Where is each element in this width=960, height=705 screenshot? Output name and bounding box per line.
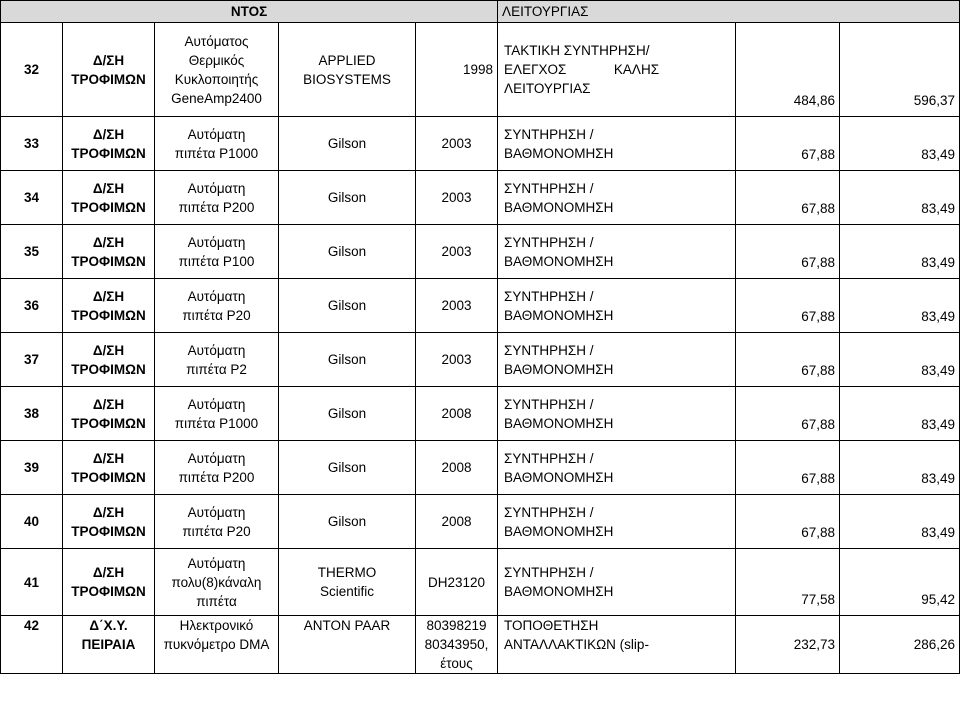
department-line: Δ/ΣΗ: [92, 342, 125, 358]
equip-line: Αυτόματη: [187, 450, 246, 466]
manufacturer-cell: [279, 171, 416, 225]
operation-line: ΒΑΘΜΟΝΟΜΗΣΗ: [504, 307, 614, 323]
value-with-vat: 83,49: [840, 333, 960, 387]
year-cell: [416, 171, 498, 225]
maker-line: Gilson: [327, 460, 367, 475]
value-with-vat: 286,26: [840, 616, 960, 674]
value-with-vat: 596,37: [840, 23, 960, 117]
table-row: [1, 387, 960, 441]
equip-line: πυκνόμετρο DMA: [163, 637, 270, 652]
operation-cell: [498, 279, 736, 333]
manufacturer-cell: [279, 117, 416, 171]
equip-line: πιπέτα P200: [178, 469, 255, 485]
department-cell: [63, 23, 155, 117]
operation-line: ΒΑΘΜΟΝΟΜΗΣΗ: [504, 145, 614, 161]
department-line: ΤΡΟΦΙΜΩΝ: [71, 415, 146, 431]
equip-line: Αυτόματη: [187, 342, 246, 358]
equipment-cell: [155, 279, 279, 333]
department-line: Δ/ΣΗ: [92, 450, 125, 466]
equip-line: πιπέτα P2: [186, 361, 247, 377]
equip-line: Κυκλοποιητής: [174, 71, 259, 87]
maker-line: Gilson: [327, 298, 367, 313]
manufacturer-cell: [279, 23, 416, 117]
department-cell: [63, 333, 155, 387]
equipment-cell: [155, 333, 279, 387]
value-pre-vat: 77,58: [736, 549, 840, 616]
equip-line: Αυτόματος: [184, 33, 249, 49]
year-line: 2008: [441, 460, 472, 475]
table-row: [1, 549, 960, 616]
value-pre-vat: 67,88: [736, 171, 840, 225]
value-with-vat: 83,49: [840, 387, 960, 441]
value-pre-vat: 67,88: [736, 441, 840, 495]
department-line: ΤΡΟΦΙΜΩΝ: [71, 469, 146, 485]
department-cell: [63, 441, 155, 495]
row-number: 40: [1, 495, 63, 549]
table-row: [1, 23, 960, 117]
table-row: [1, 171, 960, 225]
value-with-vat: 83,49: [840, 495, 960, 549]
year-line: 2003: [441, 352, 472, 367]
header-operation: ΛΕΙΤΟΥΡΓΙΑΣ: [498, 1, 960, 23]
maker-line: APPLIED: [318, 52, 376, 68]
operation-line: ΑΝΤΑΛΛΑΚΤΙΚΩΝ (slip-: [504, 637, 649, 652]
operation-cell: [498, 117, 736, 171]
table-row: [1, 495, 960, 549]
maker-line: Gilson: [327, 406, 367, 421]
operation-cell: [498, 171, 736, 225]
equipment-cell: [155, 387, 279, 441]
year-line: 80398219: [426, 618, 487, 633]
department-line: ΤΡΟΦΙΜΩΝ: [71, 71, 146, 87]
operation-line: ΣΥΝΤΗΡΗΣΗ /: [504, 234, 594, 250]
manufacturer-cell: [279, 549, 416, 616]
value-pre-vat: 67,88: [736, 387, 840, 441]
department-line: ΤΡΟΦΙΜΩΝ: [71, 523, 146, 539]
operation-line: ΣΥΝΤΗΡΗΣΗ /: [504, 126, 594, 142]
row-number: 36: [1, 279, 63, 333]
equipment-cell: [155, 616, 279, 674]
year-line: 2008: [441, 514, 472, 529]
year-line: 2003: [441, 190, 472, 205]
equip-line: Αυτόματη: [187, 288, 246, 304]
equip-line: Αυτόματη: [187, 234, 246, 250]
operation-line: ΣΥΝΤΗΡΗΣΗ /: [504, 565, 594, 580]
equip-line: Αυτόματη: [187, 126, 246, 142]
equip-line: πιπέτα P1000: [174, 145, 259, 161]
department-line: Δ/ΣΗ: [92, 565, 125, 580]
table-row: [1, 225, 960, 279]
equip-line: πιπέτα P20: [182, 523, 251, 539]
value-pre-vat: 484,86: [736, 23, 840, 117]
department-line: ΠΕΙΡΑΙΑ: [81, 637, 136, 652]
department-line: ΤΡΟΦΙΜΩΝ: [71, 307, 146, 323]
equip-line: πιπέτα P1000: [174, 415, 259, 431]
operation-line: ΤΑΚΤΙΚΗ ΣΥΝΤΗΡΗΣΗ/: [504, 43, 650, 58]
value-pre-vat: 67,88: [736, 495, 840, 549]
equip-line: πιπέτα P100: [178, 253, 255, 269]
operation-cell: [498, 387, 736, 441]
year-cell: [416, 279, 498, 333]
department-cell: [63, 225, 155, 279]
value-pre-vat: 67,88: [736, 117, 840, 171]
equipment-cell: [155, 441, 279, 495]
department-line: ΤΡΟΦΙΜΩΝ: [71, 199, 146, 215]
year-line: 80343950, έτους: [424, 637, 489, 671]
equipment-cell: [155, 549, 279, 616]
maker-line: THERMO: [317, 565, 377, 580]
year-cell: [416, 387, 498, 441]
equip-line: Αυτόματη: [187, 504, 246, 520]
department-line: Δ/ΣΗ: [92, 288, 125, 304]
department-cell: [63, 117, 155, 171]
operation-cell: [498, 616, 736, 674]
department-line: Δ/ΣΗ: [92, 396, 125, 412]
maker-line: ANTON PAAR: [303, 618, 391, 633]
equip-line: πιπέτα: [196, 593, 237, 609]
table-row: [1, 117, 960, 171]
row-number: 35: [1, 225, 63, 279]
manufacturer-cell: [279, 225, 416, 279]
row-number: 32: [1, 23, 63, 117]
operation-line: ΣΥΝΤΗΡΗΣΗ /: [504, 396, 594, 412]
department-line: ΤΡΟΦΙΜΩΝ: [71, 584, 146, 599]
value-with-vat: 83,49: [840, 225, 960, 279]
department-cell: [63, 549, 155, 616]
operation-line: ΣΥΝΤΗΡΗΣΗ /: [504, 504, 594, 520]
equip-line: Αυτόματη: [187, 180, 246, 196]
operation-line: ΤΟΠΟΘΕΤΗΣΗ: [504, 618, 599, 633]
row-number: 39: [1, 441, 63, 495]
year-cell: [416, 117, 498, 171]
operation-cell: [498, 225, 736, 279]
year-line: 2008: [441, 406, 472, 421]
equip-line: Ηλεκτρονικό: [179, 618, 254, 633]
year-cell: [416, 549, 498, 616]
operation-cell: [498, 333, 736, 387]
department-cell: [63, 387, 155, 441]
operation-line: ΒΑΘΜΟΝΟΜΗΣΗ: [504, 199, 614, 215]
operation-line: ΒΑΘΜΟΝΟΜΗΣΗ: [504, 523, 614, 539]
year-cell: [416, 441, 498, 495]
operation-line: ΣΥΝΤΗΡΗΣΗ /: [504, 180, 594, 196]
manufacturer-cell: [279, 279, 416, 333]
department-line: Δ΄Χ.Υ.: [89, 618, 128, 633]
maker-line: Gilson: [327, 190, 367, 205]
operation-line: ΒΑΘΜΟΝΟΜΗΣΗ: [504, 469, 614, 485]
value-with-vat: 83,49: [840, 117, 960, 171]
operation-line: ΒΑΘΜΟΝΟΜΗΣΗ: [504, 415, 614, 431]
value-with-vat: 83,49: [840, 441, 960, 495]
operation-cell: [498, 441, 736, 495]
year-line: 2003: [441, 244, 472, 259]
department-line: ΤΡΟΦΙΜΩΝ: [71, 253, 146, 269]
value-pre-vat: 67,88: [736, 333, 840, 387]
header-row: [1, 1, 960, 23]
year-cell: [416, 23, 498, 117]
department-line: Δ/ΣΗ: [92, 52, 125, 68]
operation-cell: [498, 549, 736, 616]
department-line: Δ/ΣΗ: [92, 234, 125, 250]
row-number: 33: [1, 117, 63, 171]
equip-line: πιπέτα P20: [182, 307, 251, 323]
table-row: [1, 333, 960, 387]
department-line: Δ/ΣΗ: [92, 180, 125, 196]
year-line: 2003: [441, 136, 472, 151]
value-with-vat: 95,42: [840, 549, 960, 616]
equip-line: GeneAmp2400: [171, 90, 262, 106]
maker-line: BIOSYSTEMS: [303, 71, 391, 87]
operation-line: ΣΥΝΤΗΡΗΣΗ /: [504, 288, 594, 304]
operation-line: ΣΥΝΤΗΡΗΣΗ /: [504, 450, 594, 466]
manufacturer-cell: [279, 333, 416, 387]
manufacturer-cell: [279, 495, 416, 549]
row-number: 34: [1, 171, 63, 225]
year-cell: [416, 495, 498, 549]
row-number: 37: [1, 333, 63, 387]
equip-line: πιπέτα P200: [178, 199, 255, 215]
value-pre-vat: 67,88: [736, 279, 840, 333]
equip-line: πολυ(8)κάναλη: [171, 574, 262, 590]
manufacturer-cell: [279, 387, 416, 441]
value-with-vat: 83,49: [840, 171, 960, 225]
operation-line: ΒΑΘΜΟΝΟΜΗΣΗ: [504, 584, 614, 599]
operation-line: ΒΑΘΜΟΝΟΜΗΣΗ: [504, 253, 614, 269]
department-line: Δ/ΣΗ: [92, 504, 125, 520]
year-line: 2003: [441, 298, 472, 313]
operation-line: ΒΑΘΜΟΝΟΜΗΣΗ: [504, 361, 614, 377]
operation-cell: [498, 23, 736, 117]
table-row: [1, 616, 960, 674]
department-cell: [63, 495, 155, 549]
row-number: 38: [1, 387, 63, 441]
value-pre-vat: 67,88: [736, 225, 840, 279]
operation-cell: [498, 495, 736, 549]
operation-line: ΣΥΝΤΗΡΗΣΗ /: [504, 342, 594, 358]
maker-line: Gilson: [327, 352, 367, 367]
equipment-cell: [155, 495, 279, 549]
year-cell: [416, 333, 498, 387]
equip-line: Θερμικός: [188, 52, 245, 68]
maker-line: Gilson: [327, 136, 367, 151]
year-line: 1998: [463, 62, 494, 77]
equip-line: Αυτόματη: [187, 555, 246, 571]
equipment-cell: [155, 23, 279, 117]
equipment-cell: [155, 171, 279, 225]
department-line: ΤΡΟΦΙΜΩΝ: [71, 361, 146, 377]
value-with-vat: 83,49: [840, 279, 960, 333]
row-number: 42: [1, 616, 63, 674]
equipment-cell: [155, 225, 279, 279]
operation-line: ΛΕΙΤΟΥΡΓΙΑΣ: [504, 81, 591, 96]
department-cell: [63, 171, 155, 225]
year-cell: [416, 616, 498, 674]
equipment-cell: [155, 117, 279, 171]
department-line: Δ/ΣΗ: [92, 126, 125, 142]
department-cell: [63, 616, 155, 674]
maker-line: Gilson: [327, 514, 367, 529]
operation-line: ΕΛΕΓΧΟΣ ΚΑΛΗΣ: [504, 62, 660, 77]
maker-line: Scientific: [319, 584, 375, 599]
year-cell: [416, 225, 498, 279]
table-row: [1, 279, 960, 333]
manufacturer-cell: [279, 616, 416, 674]
equip-line: Αυτόματη: [187, 396, 246, 412]
year-line: DH23120: [428, 574, 486, 590]
maker-line: Gilson: [327, 244, 367, 259]
department-cell: [63, 279, 155, 333]
department-line: ΤΡΟΦΙΜΩΝ: [71, 145, 146, 161]
manufacturer-cell: [279, 441, 416, 495]
table-row: [1, 441, 960, 495]
header-ntos: ΝΤΟΣ: [1, 1, 498, 23]
value-pre-vat: 232,73: [736, 616, 840, 674]
row-number: 41: [1, 549, 63, 616]
